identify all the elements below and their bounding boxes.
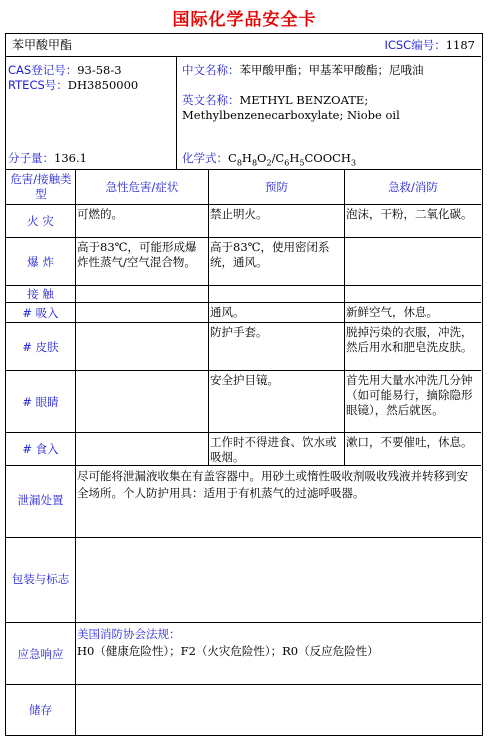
- cn-name-label: 中文名称：: [182, 63, 240, 77]
- rtecs-line: [8, 78, 138, 93]
- card-frame: [5, 33, 483, 736]
- row-type-fire: 火 灾: [27, 214, 54, 228]
- col-type-header: 危害/接触类型: [10, 172, 72, 201]
- storage-label: 储存: [29, 703, 52, 717]
- emergency-section: [6, 623, 481, 685]
- spill-text: 尽可能将泄漏液收集在有盖容器中。用砂土或惰性吸收剂吸收残液并转移到安全场所。个人防护用具：适用于有机蒸气的过滤呼吸器。: [77, 469, 468, 500]
- row-prevent-fire: 禁止明火。: [210, 207, 268, 221]
- table-row: [6, 286, 481, 303]
- en-name-label: 英文名称：: [182, 93, 240, 107]
- row-type-ingestion: # 食入: [22, 442, 59, 456]
- cas-label: CAS登记号：: [8, 63, 78, 77]
- packaging-label: 包装与标志: [11, 572, 70, 586]
- en-name-value: METHYL BENZOATE;: [239, 93, 369, 107]
- row-type-eyes: # 眼睛: [22, 395, 59, 409]
- chemical-name: 苯甲酸甲酯: [12, 38, 73, 52]
- en-name-value-2: Methylbenzenecarboxylate; Niobe oil: [182, 108, 400, 122]
- formula-label: 化学式：: [182, 151, 228, 165]
- identification-block: [6, 57, 481, 170]
- molecular-weight: [8, 151, 87, 166]
- col-aid-header: 急救/消防: [388, 180, 438, 194]
- row-aid-inhalation: 新鲜空气，休息。: [346, 305, 438, 319]
- row-type-explosion: 爆 炸: [27, 255, 54, 269]
- emergency-label: 应急响应: [17, 647, 64, 661]
- storage-section: [6, 685, 481, 735]
- en-name-line: [182, 93, 477, 108]
- cn-name-line: [182, 63, 477, 78]
- packaging-section: [6, 538, 481, 623]
- row-acute-fire: 可燃的。: [77, 207, 123, 221]
- rtecs-label: RTECS号：: [8, 78, 68, 92]
- chemical-formula: [182, 151, 356, 170]
- col-prevent-header: 预防: [265, 180, 288, 194]
- icsc-number: [384, 38, 475, 53]
- row-prevent-inhalation: 通风。: [210, 305, 245, 319]
- row-aid-ingestion: 漱口，不要催吐，休息。: [346, 435, 473, 449]
- row-prevent-skin: 防护手套。: [210, 325, 268, 339]
- rtecs-value: DH3850000: [67, 78, 139, 92]
- table-row: [6, 205, 481, 238]
- mw-label: 分子量：: [8, 151, 54, 165]
- table-row: [6, 323, 481, 371]
- emergency-text-block: [77, 626, 478, 660]
- col-acute-header: 急性危害/症状: [105, 180, 179, 194]
- header-row: [6, 34, 481, 57]
- cas-value: 93-58-3: [77, 63, 122, 77]
- icsc-value: 1187: [445, 38, 475, 52]
- row-prevent-ingestion: 工作时不得进食、饮水或吸烟。: [210, 435, 337, 464]
- mw-value: 136.1: [54, 151, 87, 165]
- cas-line: [8, 63, 122, 78]
- formula-value: $C_8H_8O_2/C_6H_5COOCH_3$: [228, 151, 357, 168]
- table-row: [6, 303, 481, 323]
- icsc-label: ICSC编号：: [384, 38, 446, 52]
- table-row: [6, 238, 481, 286]
- spill-label: 泄漏处置: [17, 493, 64, 507]
- emergency-text: H0（健康危险性）；F2（火灾危险性）；R0（反应危险性）: [77, 644, 379, 658]
- row-prevent-eyes: 安全护目镜。: [210, 373, 279, 387]
- table-row: [6, 433, 481, 466]
- emergency-prefix: 美国消防协会法规：: [77, 627, 181, 641]
- spill-section: [6, 466, 481, 538]
- row-type-contact: 接 触: [27, 287, 54, 301]
- row-aid-fire: 泡沫，干粉，二氧化碳。: [346, 207, 473, 221]
- row-aid-skin: 脱掉污染的衣服，冲洗，然后用水和肥皂洗皮肤。: [346, 325, 473, 354]
- row-aid-eyes: 首先用大量水冲洗几分钟（如可能易行，摘除隐形眼镜），然后就医。: [346, 373, 473, 417]
- hazard-table-header: [6, 170, 481, 205]
- table-row: [6, 371, 481, 433]
- row-prevent-explosion: 高于83℃，使用密闭系统，通风。: [210, 240, 330, 269]
- card-title: 国际化学品安全卡: [172, 10, 317, 30]
- row-acute-explosion: 高于83℃，可能形成爆炸性蒸气/空气混合物。: [77, 240, 197, 269]
- row-type-inhalation: # 吸入: [22, 306, 59, 320]
- cn-name-value: 苯甲酸甲酯；甲基苯甲酸酯；尼哦油: [239, 63, 424, 77]
- row-type-skin: # 皮肤: [22, 340, 59, 354]
